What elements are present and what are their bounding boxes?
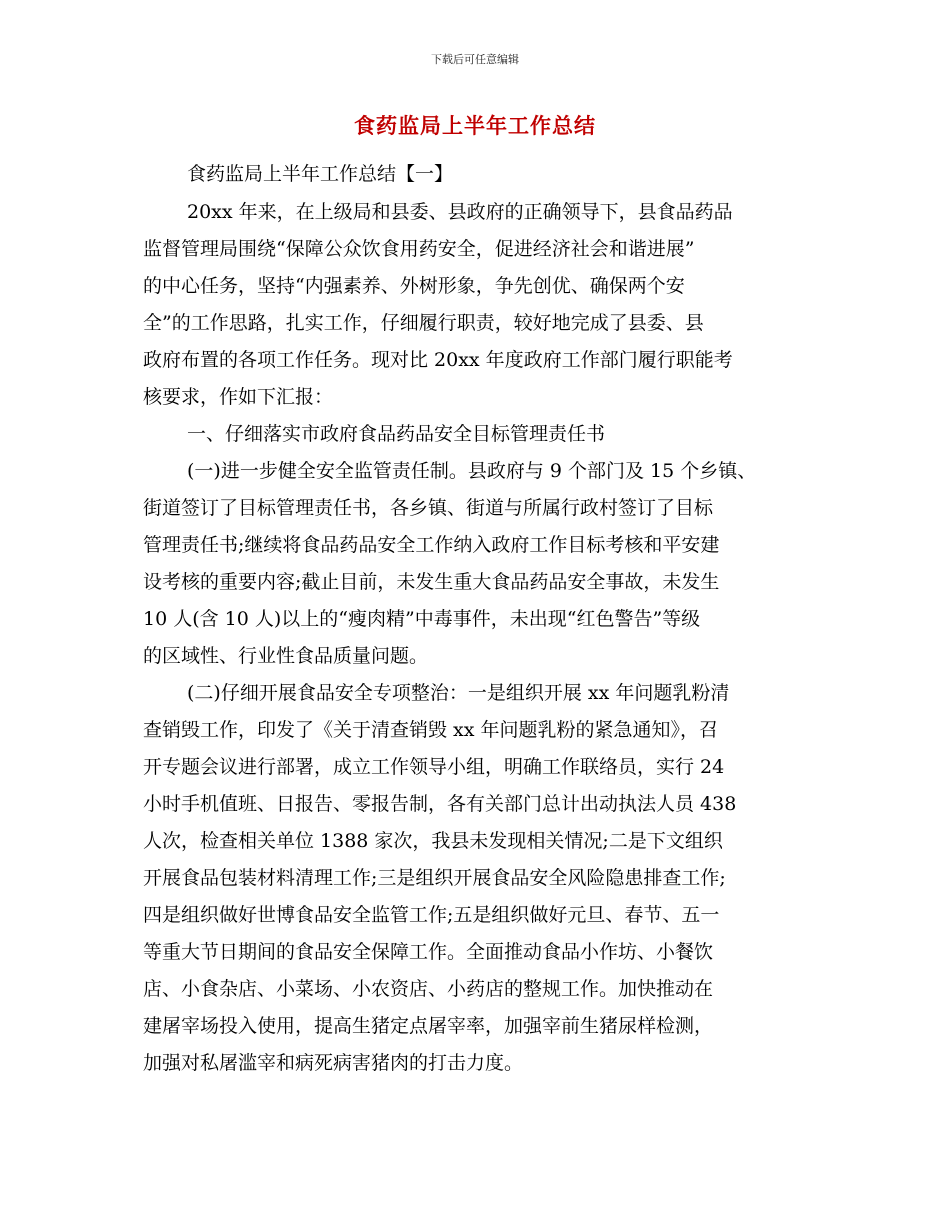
paragraph-line: 全”的工作思路，扎实工作，仔细履行职责，较好地完成了县委、县 (143, 312, 704, 334)
paragraph-line: 20xx 年来，在上级局和县委、县政府的正确领导下，县食品药品 (187, 201, 733, 223)
paragraph-line: 监督管理局围绕“保障公众饮食用药安全，促进经济社会和谐进展” (143, 238, 695, 260)
paragraph-line: 小时手机值班、日报告、零报告制，各有关部门总计出动执法人员 438 (143, 793, 737, 815)
paragraph-line: 开专题会议进行部署，成立工作领导小组，明确工作联络员，实行 24 (143, 756, 725, 778)
paragraph-line: 加强对私屠滥宰和病死病害猪肉的打击力度。 (143, 1052, 524, 1074)
paragraph-line: 10 人(含 10 人)以上的“瘦肉精”中毒事件，未出现“红色警告”等级 (143, 608, 701, 630)
paragraph-line: 查销毁工作，印发了《关于清查销毁 xx 年问题乳粉的紧急通知》，召 (143, 719, 719, 741)
paragraph-line: 管理责任书;继续将食品药品安全工作纳入政府工作目标考核和平安建 (143, 534, 720, 556)
paragraph-line: 政府布置的各项工作任务。现对比 20xx 年度政府工作部门履行职能考 (143, 349, 733, 371)
paragraph-line: 店、小食杂店、小菜场、小农资店、小药店的整规工作。加快推动在 (143, 978, 714, 1000)
paragraph-line: 等重大节日期间的食品安全保障工作。全面推动食品小作坊、小餐饮 (143, 941, 714, 963)
subsection-heading: 一、仔细落实市政府食品药品安全目标管理责任书 (187, 423, 606, 445)
paragraph-line: 四是组织做好世博食品安全监管工作;五是组织做好元旦、春节、五一 (143, 904, 720, 926)
header-note: 下载后可任意编辑 (431, 53, 519, 66)
paragraph-line: 的中心任务，坚持“内强素养、外树形象，争先创优、确保两个安 (143, 275, 685, 297)
paragraph-line: 开展食品包装材料清理工作;三是组织开展食品安全风险隐患排查工作; (143, 867, 726, 889)
page-title: 食药监局上半年工作总结 (354, 113, 596, 138)
paragraph-line: 人次，检查相关单位 1388 家次，我县未发现相关情况;二是下文组织 (143, 830, 723, 852)
paragraph-line: 街道签订了目标管理责任书，各乡镇、街道与所属行政村签订了目标 (143, 497, 714, 519)
section-heading: 食药监局上半年工作总结【一】 (187, 163, 454, 185)
paragraph-line: 设考核的重要内容;截止目前，未发生重大食品药品安全事故，未发生 (143, 571, 720, 593)
paragraph-line: 的区域性、行业性食品质量问题。 (143, 645, 429, 667)
paragraph-line: (二)仔细开展食品安全专项整治：一是组织开展 xx 年问题乳粉清 (187, 682, 730, 704)
paragraph-line: 建屠宰场投入使用，提高生猪定点屠宰率，加强宰前生猪尿样检测， (143, 1015, 714, 1037)
paragraph-line: (一)进一步健全安全监管责任制。县政府与 9 个部门及 15 个乡镇、 (187, 460, 757, 482)
paragraph-line: 核要求，作如下汇报： (143, 386, 334, 408)
